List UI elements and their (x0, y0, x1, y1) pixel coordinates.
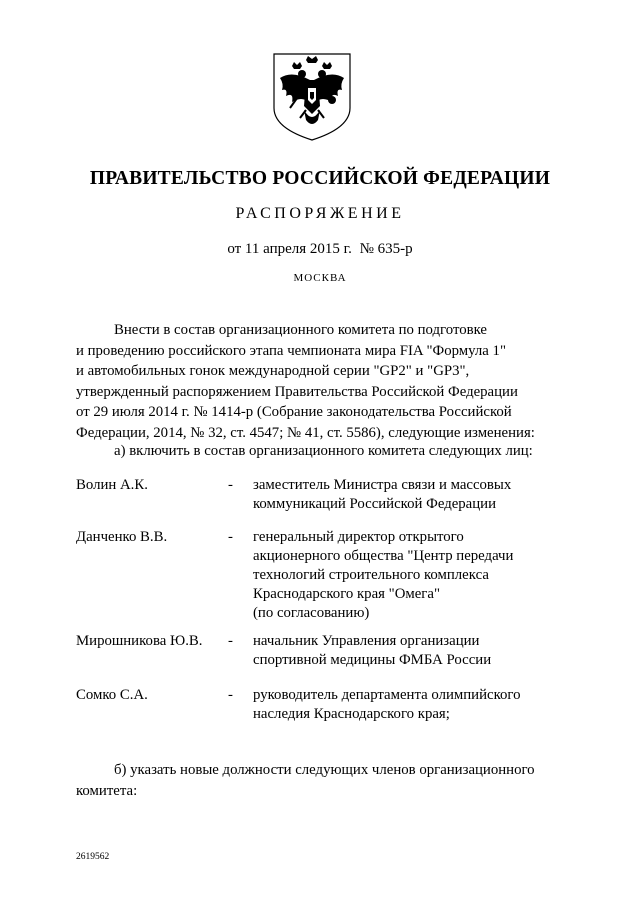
position-line: начальник Управления организации (253, 633, 480, 649)
position-line: генеральный директор открытого (253, 529, 464, 545)
member-position (253, 686, 558, 724)
intro-line: Федерации, 2014, № 32, ст. 4547; № 41, ст. 5586), следующие изменения: (76, 424, 535, 441)
position-line: коммуникаций Российской Федерации (253, 496, 497, 512)
intro-line: и автомобильных гонок международной серии "GP2" и "GP3", (76, 363, 470, 379)
member-dash: - (228, 529, 233, 545)
coat-of-arms-emblem (270, 50, 354, 142)
member-position (253, 476, 558, 514)
intro-line: утвержденный распоряжением Правительства Российской Федерации (76, 383, 518, 400)
item-b-line: комитета: (76, 782, 138, 799)
item-b-line: б) указать новые должности следующих членов организационного (114, 762, 535, 778)
position-line: технологий строительного комплекса (253, 567, 489, 583)
item-b-paragraph (76, 760, 558, 801)
member-dash: - (228, 477, 233, 493)
position-line: заместитель Министра связи и массовых (253, 477, 512, 493)
intro-paragraph (76, 320, 558, 443)
member-name: Данченко В.В. (76, 529, 168, 545)
item-a-text: а) включить в состав организационного комитета следующих лиц: (114, 443, 533, 459)
intro-line: от 29 июля 2014 г. № 1414-р (Собрание законодательства Российской (76, 404, 512, 420)
position-line: спортивной медицины ФМБА России (253, 652, 492, 668)
intro-line: Внести в состав организационного комитета по подготовке (114, 322, 487, 338)
item-a-paragraph (76, 441, 558, 462)
position-line: акционерного общества "Центр передачи (253, 548, 514, 564)
position-line: (по согласованию) (253, 605, 370, 621)
member-dash: - (228, 633, 233, 649)
document-type: РАСПОРЯЖЕНИЕ (235, 205, 405, 222)
document-date-line (0, 241, 640, 258)
document-city: МОСКВА (293, 272, 347, 284)
member-name: Волин А.К. (76, 477, 148, 493)
document-code: 2619562 (76, 852, 110, 862)
document-date: от 11 апреля 2015 г. (227, 241, 352, 257)
intro-line: и проведению российского этапа чемпионата мира FIA "Формула 1" (76, 342, 506, 359)
member-position (253, 632, 558, 670)
position-line: руководитель департамента олимпийского (253, 687, 521, 703)
position-line: Краснодарского края "Омега" (253, 586, 440, 602)
government-title: ПРАВИТЕЛЬСТВО РОССИЙСКОЙ ФЕДЕРАЦИИ (89, 168, 551, 189)
member-name: Мирошникова Ю.В. (76, 633, 203, 649)
member-name: Сомко С.А. (76, 687, 148, 703)
position-line: наследия Краснодарского края; (253, 706, 450, 722)
document-number: № 635-р (359, 241, 413, 257)
member-position (253, 528, 558, 623)
member-dash: - (228, 687, 233, 703)
